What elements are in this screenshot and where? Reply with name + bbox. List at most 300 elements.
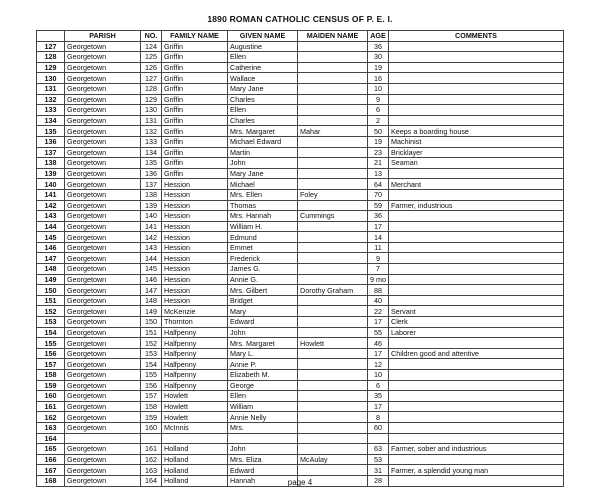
maiden-name-cell [298,348,368,359]
given-name-cell: Wallace [228,73,298,84]
given-name-cell: Mrs. [228,422,298,433]
parish-cell: Georgetown [65,327,141,338]
no-cell: 136 [141,168,162,179]
given-name-cell: John [228,158,298,169]
age-cell: 63 [368,444,389,455]
age-cell: 64 [368,179,389,190]
family-name-cell: Howlett [162,412,228,423]
family-name-cell: Howlett [162,391,228,402]
parish-cell: Georgetown [65,147,141,158]
table-row [37,274,564,285]
no-cell: 158 [141,401,162,412]
given-name-cell: Annie G. [228,274,298,285]
family-name-cell: Hession [162,242,228,253]
comments-cell: Farmer, a splendid young man [389,465,564,476]
line-number-cell: 136 [37,136,65,147]
no-cell: 144 [141,253,162,264]
given-name-cell: William H. [228,221,298,232]
family-name-cell: Hession [162,189,228,200]
maiden-name-cell [298,264,368,275]
comments-cell [389,359,564,370]
parish-cell: Georgetown [65,221,141,232]
family-name-cell: Hession [162,274,228,285]
no-cell: 129 [141,94,162,105]
maiden-name-cell [298,147,368,158]
comments-cell [389,370,564,381]
no-cell: 162 [141,454,162,465]
family-name-cell: Holland [162,475,228,486]
no-cell: 149 [141,306,162,317]
table-body [37,41,564,486]
comments-cell [389,105,564,116]
given-name-cell: Mrs. Eliza [228,454,298,465]
table-row [37,83,564,94]
age-cell: 9 mo [368,274,389,285]
maiden-name-cell: Howlett [298,338,368,349]
table-row [37,221,564,232]
table-row [37,158,564,169]
parish-cell: Georgetown [65,158,141,169]
maiden-name-cell [298,359,368,370]
maiden-name-cell [298,179,368,190]
no-cell: 135 [141,158,162,169]
parish-cell: Georgetown [65,253,141,264]
maiden-name-cell [298,401,368,412]
maiden-name-cell [298,62,368,73]
table-row [37,168,564,179]
maiden-name-cell [298,158,368,169]
line-number-cell: 148 [37,264,65,275]
given-name-cell: Charles [228,115,298,126]
age-cell: 14 [368,232,389,243]
comments-cell [389,401,564,412]
table-row [37,179,564,190]
line-number-cell: 139 [37,168,65,179]
family-name-cell: Holland [162,454,228,465]
maiden-name-cell [298,465,368,476]
header-age: AGE [368,31,389,42]
age-cell: 9 [368,253,389,264]
line-number-cell: 127 [37,41,65,52]
line-number-cell: 128 [37,52,65,63]
comments-cell [389,380,564,391]
line-number-cell: 130 [37,73,65,84]
table-row [37,211,564,222]
given-name-cell: Mrs. Margaret [228,338,298,349]
maiden-name-cell [298,380,368,391]
given-name-cell: Mrs. Margaret [228,126,298,137]
comments-cell [389,264,564,275]
age-cell: 6 [368,105,389,116]
table-row [37,380,564,391]
no-cell: 157 [141,391,162,402]
age-cell: 9 [368,94,389,105]
comments-cell [389,211,564,222]
parish-cell: Georgetown [65,62,141,73]
table-row [37,126,564,137]
no-cell: 132 [141,126,162,137]
no-cell: 160 [141,422,162,433]
maiden-name-cell [298,115,368,126]
no-cell: 159 [141,412,162,423]
parish-cell: Georgetown [65,370,141,381]
given-name-cell: Annie Nelly [228,412,298,423]
line-number-cell: 137 [37,147,65,158]
age-cell [368,433,389,444]
given-name-cell: George [228,380,298,391]
comments-cell: Servant [389,306,564,317]
given-name-cell: Edmund [228,232,298,243]
no-cell: 148 [141,295,162,306]
parish-cell: Georgetown [65,126,141,137]
parish-cell: Georgetown [65,454,141,465]
table-row [37,327,564,338]
maiden-name-cell: Foley [298,189,368,200]
table-row [37,348,564,359]
age-cell: 7 [368,264,389,275]
line-number-cell: 160 [37,391,65,402]
no-cell [141,433,162,444]
table-row [37,465,564,476]
table-row [37,422,564,433]
no-cell: 143 [141,242,162,253]
family-name-cell: Halfpenny [162,380,228,391]
maiden-name-cell [298,41,368,52]
no-cell: 124 [141,41,162,52]
age-cell: 50 [368,126,389,137]
table-row [37,62,564,73]
maiden-name-cell: McAulay [298,454,368,465]
age-cell: 2 [368,115,389,126]
table-row [37,94,564,105]
comments-cell [389,422,564,433]
given-name-cell: Bridget [228,295,298,306]
age-cell: 55 [368,327,389,338]
line-number-cell: 159 [37,380,65,391]
line-number-cell: 167 [37,465,65,476]
given-name-cell: Annie P. [228,359,298,370]
line-number-cell: 135 [37,126,65,137]
no-cell: 138 [141,189,162,200]
header-line-number [37,31,65,42]
page-number: page 4 [287,478,313,487]
no-cell: 128 [141,83,162,94]
comments-cell: Farmer, sober and industrious [389,444,564,455]
given-name-cell: John [228,327,298,338]
maiden-name-cell [298,422,368,433]
comments-cell: Laborer [389,327,564,338]
table-row [37,52,564,63]
line-number-cell: 158 [37,370,65,381]
age-cell: 30 [368,52,389,63]
comments-cell: Machinist [389,136,564,147]
family-name-cell: Thornton [162,317,228,328]
comments-cell [389,221,564,232]
maiden-name-cell [298,168,368,179]
age-cell: 46 [368,338,389,349]
maiden-name-cell: Cummings [298,211,368,222]
family-name-cell: Halfpenny [162,338,228,349]
header-parish: PARISH [65,31,141,42]
maiden-name-cell [298,52,368,63]
line-number-cell: 164 [37,433,65,444]
family-name-cell: Griffin [162,52,228,63]
age-cell: 70 [368,189,389,200]
comments-cell [389,412,564,423]
comments-cell: Merchant [389,179,564,190]
family-name-cell: Holland [162,444,228,455]
no-cell: 125 [141,52,162,63]
no-cell: 139 [141,200,162,211]
given-name-cell: Edward [228,465,298,476]
family-name-cell: Hession [162,211,228,222]
line-number-cell: 155 [37,338,65,349]
parish-cell: Georgetown [65,73,141,84]
line-number-cell: 134 [37,115,65,126]
no-cell: 153 [141,348,162,359]
table-row [37,338,564,349]
parish-cell: Georgetown [65,475,141,486]
table-row [37,370,564,381]
line-number-cell: 163 [37,422,65,433]
comments-cell: Seaman [389,158,564,169]
line-number-cell: 156 [37,348,65,359]
table-row [37,412,564,423]
comments-cell [389,454,564,465]
family-name-cell: McKenzie [162,306,228,317]
family-name-cell: Hession [162,295,228,306]
no-cell: 134 [141,147,162,158]
age-cell: 23 [368,147,389,158]
given-name-cell: Elizabeth M. [228,370,298,381]
no-cell: 142 [141,232,162,243]
family-name-cell: Hession [162,285,228,296]
given-name-cell: Emmet [228,242,298,253]
table-row [37,401,564,412]
parish-cell: Georgetown [65,401,141,412]
no-cell: 133 [141,136,162,147]
line-number-cell: 132 [37,94,65,105]
maiden-name-cell [298,94,368,105]
parish-cell: Georgetown [65,306,141,317]
maiden-name-cell [298,327,368,338]
given-name-cell: Frederick [228,253,298,264]
parish-cell: Georgetown [65,179,141,190]
family-name-cell: Holland [162,465,228,476]
parish-cell: Georgetown [65,274,141,285]
given-name-cell [228,433,298,444]
line-number-cell: 145 [37,232,65,243]
page-title: 1890 ROMAN CATHOLIC CENSUS OF P. E. I. [207,14,393,24]
parish-cell: Georgetown [65,168,141,179]
maiden-name-cell [298,73,368,84]
parish-cell: Georgetown [65,285,141,296]
line-number-cell: 138 [37,158,65,169]
age-cell: 17 [368,401,389,412]
table-row [37,391,564,402]
family-name-cell: Hession [162,264,228,275]
comments-cell [389,274,564,285]
family-name-cell: Griffin [162,168,228,179]
family-name-cell: Griffin [162,158,228,169]
parish-cell: Georgetown [65,295,141,306]
table-row [37,147,564,158]
table-row [37,41,564,52]
maiden-name-cell [298,232,368,243]
maiden-name-cell [298,221,368,232]
maiden-name-cell [298,136,368,147]
given-name-cell: Mary [228,306,298,317]
maiden-name-cell: Mahar [298,126,368,137]
given-name-cell: John [228,444,298,455]
age-cell: 40 [368,295,389,306]
family-name-cell: Griffin [162,147,228,158]
line-number-cell: 151 [37,295,65,306]
parish-cell: Georgetown [65,83,141,94]
family-name-cell: Halfpenny [162,359,228,370]
no-cell: 126 [141,62,162,73]
given-name-cell: Mary Jane [228,83,298,94]
line-number-cell: 143 [37,211,65,222]
table-row [37,253,564,264]
maiden-name-cell [298,306,368,317]
maiden-name-cell [298,83,368,94]
line-number-cell: 131 [37,83,65,94]
family-name-cell: Griffin [162,62,228,73]
maiden-name-cell [298,412,368,423]
no-cell: 147 [141,285,162,296]
parish-cell: Georgetown [65,338,141,349]
family-name-cell: Halfpenny [162,348,228,359]
age-cell: 53 [368,454,389,465]
parish-cell [65,433,141,444]
comments-cell [389,94,564,105]
maiden-name-cell [298,105,368,116]
comments-cell: Children good and attentive [389,348,564,359]
maiden-name-cell [298,370,368,381]
age-cell: 36 [368,211,389,222]
given-name-cell: Mrs. Ellen [228,189,298,200]
maiden-name-cell [298,391,368,402]
comments-cell [389,189,564,200]
comments-cell [389,62,564,73]
given-name-cell: Michael [228,179,298,190]
line-number-cell: 129 [37,62,65,73]
age-cell: 13 [368,168,389,179]
comments-cell [389,338,564,349]
age-cell: 59 [368,200,389,211]
line-number-cell: 147 [37,253,65,264]
comments-cell: Bricklayer [389,147,564,158]
given-name-cell: James G. [228,264,298,275]
family-name-cell: Griffin [162,126,228,137]
no-cell: 141 [141,221,162,232]
table-row [37,242,564,253]
maiden-name-cell [298,444,368,455]
no-cell: 156 [141,380,162,391]
parish-cell: Georgetown [65,41,141,52]
no-cell: 164 [141,475,162,486]
age-cell: 22 [368,306,389,317]
census-table [36,30,564,487]
family-name-cell: Griffin [162,115,228,126]
table-row [37,317,564,328]
family-name-cell: McInnis [162,422,228,433]
comments-cell [389,115,564,126]
maiden-name-cell: Dorothy Graham [298,285,368,296]
no-cell: 127 [141,73,162,84]
comments-cell [389,285,564,296]
line-number-cell: 152 [37,306,65,317]
line-number-cell: 150 [37,285,65,296]
parish-cell: Georgetown [65,380,141,391]
maiden-name-cell [298,274,368,285]
line-number-cell: 168 [37,475,65,486]
given-name-cell: Charles [228,94,298,105]
header-maiden-name: MAIDEN NAME [298,31,368,42]
age-cell: 16 [368,73,389,84]
parish-cell: Georgetown [65,422,141,433]
family-name-cell: Griffin [162,94,228,105]
age-cell: 21 [368,158,389,169]
family-name-cell: Griffin [162,73,228,84]
age-cell: 19 [368,136,389,147]
age-cell: 17 [368,221,389,232]
parish-cell: Georgetown [65,264,141,275]
line-number-cell: 141 [37,189,65,200]
maiden-name-cell [298,433,368,444]
family-name-cell: Griffin [162,105,228,116]
family-name-cell: Hession [162,253,228,264]
comments-cell [389,73,564,84]
parish-cell: Georgetown [65,105,141,116]
header-given-name: GIVEN NAME [228,31,298,42]
comments-cell: Keeps a boarding house [389,126,564,137]
line-number-cell: 161 [37,401,65,412]
parish-cell: Georgetown [65,317,141,328]
given-name-cell: Martin [228,147,298,158]
family-name-cell: Hession [162,179,228,190]
family-name-cell: Griffin [162,83,228,94]
given-name-cell: Catherine [228,62,298,73]
line-number-cell: 166 [37,454,65,465]
comments-cell [389,52,564,63]
family-name-cell: Griffin [162,41,228,52]
parish-cell: Georgetown [65,189,141,200]
table-row [37,264,564,275]
no-cell: 146 [141,274,162,285]
parish-cell: Georgetown [65,52,141,63]
no-cell: 154 [141,359,162,370]
maiden-name-cell [298,295,368,306]
comments-cell [389,41,564,52]
age-cell: 17 [368,317,389,328]
parish-cell: Georgetown [65,94,141,105]
parish-cell: Georgetown [65,211,141,222]
comments-cell: Farmer, industrious [389,200,564,211]
line-number-cell: 133 [37,105,65,116]
age-cell: 36 [368,41,389,52]
family-name-cell: Hession [162,232,228,243]
age-cell: 10 [368,370,389,381]
maiden-name-cell [298,253,368,264]
given-name-cell: Mrs. Hannah [228,211,298,222]
line-number-cell: 165 [37,444,65,455]
age-cell: 12 [368,359,389,370]
given-name-cell: Mary L. [228,348,298,359]
family-name-cell [162,433,228,444]
parish-cell: Georgetown [65,115,141,126]
